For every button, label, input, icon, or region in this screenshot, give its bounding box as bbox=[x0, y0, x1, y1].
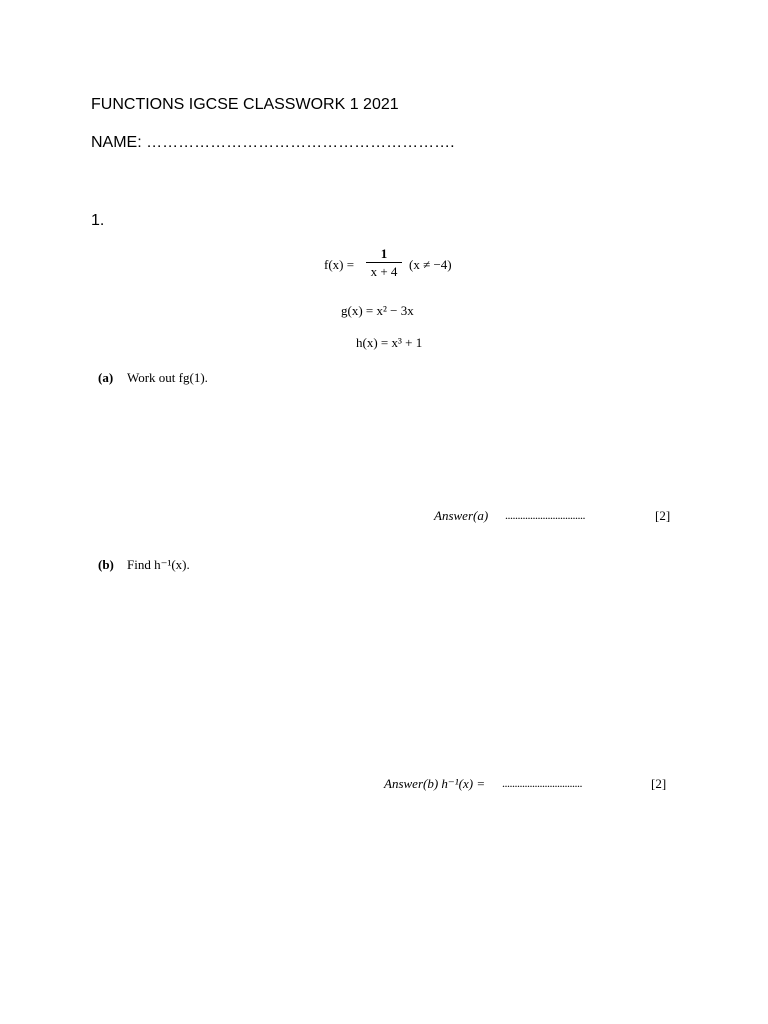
fraction-bar bbox=[366, 262, 402, 263]
function-f-denominator: x + 4 bbox=[370, 264, 398, 279]
function-f-domain: (x ≠ −4) bbox=[409, 257, 452, 272]
part-a-question: Work out fg(1). bbox=[127, 370, 208, 385]
answer-a-blank[interactable]: ................................ bbox=[505, 508, 585, 522]
function-h-definition: h(x) = x³ + 1 bbox=[356, 335, 423, 350]
answer-b-blank[interactable]: ................................ bbox=[502, 776, 582, 790]
function-f-fraction bbox=[366, 246, 402, 279]
function-f-numerator: 1 bbox=[380, 246, 388, 261]
part-a-label: (a) bbox=[98, 370, 114, 385]
part-b-label: (b) bbox=[98, 557, 114, 572]
question-number: 1. bbox=[91, 212, 105, 229]
answer-a-marks: [2] bbox=[655, 508, 671, 523]
document-title: FUNCTIONS IGCSE CLASSWORK 1 2021 bbox=[91, 96, 399, 113]
part-b-question: Find h⁻¹(x). bbox=[127, 557, 190, 572]
answer-a-label: Answer(a) bbox=[434, 508, 489, 523]
answer-b-label: Answer(b) h⁻¹(x) = bbox=[384, 776, 486, 791]
function-g-definition: g(x) = x² − 3x bbox=[341, 303, 414, 318]
answer-b-marks: [2] bbox=[651, 776, 667, 791]
function-f-label: f(x) = bbox=[324, 257, 355, 272]
name-field-line: NAME: …………………………………………………. bbox=[91, 134, 455, 151]
